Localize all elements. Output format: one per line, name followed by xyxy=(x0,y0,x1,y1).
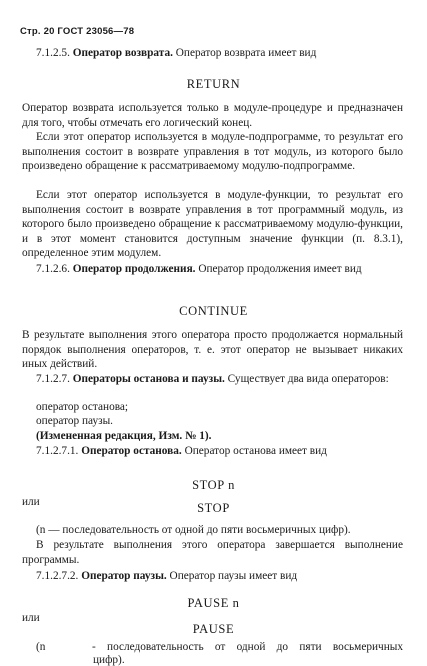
section-7-1-2-7 xyxy=(22,372,403,387)
section-7-1-2-6 xyxy=(22,262,403,277)
continue-paragraph: В результате выполнения этого оператора просто продолжается нормальный порядок выполнения операторов, т. е. этот оператор не вызывает никаких иных действий. xyxy=(22,329,403,370)
stop-statement: STOP xyxy=(197,501,230,515)
list-item-stop: оператор останова; xyxy=(36,401,129,413)
section-title: Оператор продолжения. xyxy=(72,263,196,275)
section-text: Оператор паузы имеет вид xyxy=(166,570,298,582)
section-title: Оператор паузы. xyxy=(81,570,167,582)
stop-paragraph: В результате выполнения этого оператора завершается выполнение программы. xyxy=(22,539,403,566)
page-header: Стр. 20 ГОСТ 23056—78 xyxy=(20,26,135,37)
amendment-note xyxy=(36,430,211,442)
section-title: Оператор останова. xyxy=(81,445,182,457)
stop-note: (n — последовательность от одной до пяти восьмеричных цифр). xyxy=(36,524,351,536)
pause-note-left: (n xyxy=(36,641,46,653)
section-7-1-2-7-2 xyxy=(22,569,403,584)
section-number: 7.1.2.7. xyxy=(36,373,73,385)
section-text: Оператор возврата имеет вид xyxy=(172,47,317,59)
section-text: Оператор продолжения имеет вид xyxy=(195,263,362,275)
section-7-1-2-7-1 xyxy=(22,444,403,459)
section-text: Оператор останова имеет вид xyxy=(181,445,327,457)
or-label: или xyxy=(22,612,40,624)
section-title: Оператор возврата. xyxy=(72,47,173,59)
pause-note xyxy=(22,640,403,655)
continue-statement: CONTINUE xyxy=(179,304,248,318)
return-paragraph-1: Оператор возврата используется только в модуле-процедуре и предназначен для того, чтобы отмечать его логический конец. xyxy=(22,102,403,129)
pause-note-right: - последовательность от одной до пяти восьмеричных xyxy=(92,641,403,653)
section-number: 7.1.2.7.1. xyxy=(36,445,82,457)
section-7-1-2-5 xyxy=(22,46,403,61)
stop-n-statement: STOP n xyxy=(192,478,235,492)
return-paragraph-2: Если этот оператор используется в модуле-подпрограмме, то результат его выполнения состоит в возврате управления в тот модуль, из которого было произведено обращение к рассматриваемому модулю-подпрограмме. xyxy=(22,131,403,172)
section-title: Операторы останова и паузы. xyxy=(72,373,225,385)
pause-statement: PAUSE xyxy=(192,622,235,636)
section-number: 7.1.2.6. xyxy=(36,263,73,275)
section-number: 7.1.2.7.2. xyxy=(36,570,82,582)
or-label: или xyxy=(22,496,40,508)
list-item-pause: оператор паузы. xyxy=(36,415,113,427)
section-text: Существует два вида операторов: xyxy=(224,373,389,385)
pause-note-line-1 xyxy=(36,640,403,655)
return-statement: RETURN xyxy=(186,77,241,91)
section-number: 7.1.2.5. xyxy=(36,47,73,59)
pause-n-statement: PAUSE n xyxy=(187,596,240,610)
pause-note-line-2: цифр). xyxy=(93,654,125,666)
amendment-text: (Измененная редакция, Изм. № 1). xyxy=(36,430,212,442)
return-paragraph-3: Если этот оператор используется в модуле-функции, то результат его выполнения состоит в возврате управления в тот программный модуль, из которого было произведено обращение к рассматриваемому модулю-функции, и в этот момент становится доступным значение функции (п. 8.3.1), определенное этим модулем. xyxy=(22,189,403,259)
